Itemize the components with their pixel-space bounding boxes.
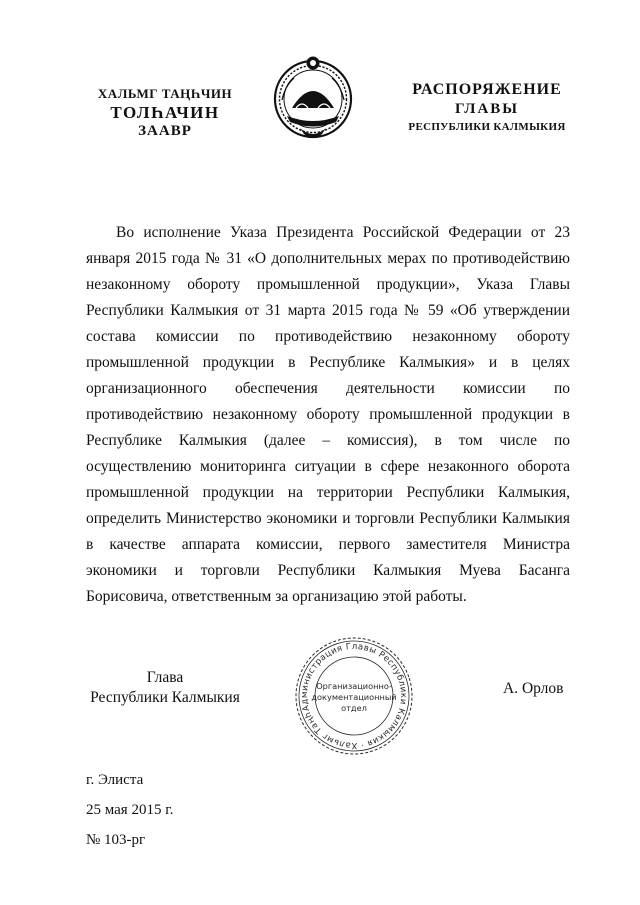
document-number: № 103-рг: [86, 832, 146, 848]
document-type-title: РАСПОРЯЖЕНИЕ: [412, 81, 562, 98]
stamp-inner-line2: документационный: [311, 692, 397, 702]
header-left-line3: ЗААВР: [138, 123, 192, 139]
order-body-paragraph: Во исполнение Указа Президента Российской Федерации от 23 января 2015 года № 31 «О дополнительных мерах по противодействию незаконному обороту промышленной продукции», Указа Главы Республики Калмыкия от 31 марта 2015 года № 59 «Об утверждении состава комиссии по противодействию незаконному обороту промышленной продукции в Республике Калмыкия» и в целях организационного обеспечения деятельности комиссии по противодействию незаконному обороту промышленной продукции в Республике Калмыкия (далее – комиссия), в том числе по осуществлению мониторинга ситуации в сфере незаконного оборота промышленной продукции на территории Республики Калмыкия, определить Министерство экономики и торговли Республики Калмыкия в качестве аппарата комиссии, первого заместителя Министра экономики и торговли Республики Калмыкия Муева Басанга Борисовича, ответственным за организацию этой работы.: [86, 224, 570, 605]
issue-city: г. Элиста: [86, 772, 144, 788]
signatory-name: А. Орлов: [503, 680, 564, 697]
document-footer: [86, 765, 173, 855]
stamp-inner-line3: отдел: [341, 703, 367, 713]
header-left-line1: ХАЛЬМГ ТАҢҺЧИН: [97, 86, 233, 101]
issue-date: 25 мая 2015 г.: [86, 802, 174, 818]
signatory-title: [80, 668, 250, 708]
header-right-russian: [398, 80, 576, 135]
stamp-outer-text: Администрация Главы Республики Калмыкия · Хальмг Таңһчин: [299, 641, 409, 751]
signatory-title-line1: Глава: [146, 669, 184, 686]
header-right-line2: ГЛАВЫ: [454, 101, 520, 117]
header-left-line2: ТОЛҺАЧИН: [110, 103, 220, 122]
header-right-line3: РЕСПУБЛИКИ КАЛМЫКИЯ: [408, 121, 566, 133]
signatory-title-line2: Республики Калмыкия: [90, 689, 240, 706]
stamp-inner-line1: Организационно-: [316, 681, 392, 691]
kalmykia-coat-of-arms-icon: [272, 56, 354, 142]
official-stamp: [292, 634, 416, 758]
header-left-kalmyk: [80, 84, 250, 141]
